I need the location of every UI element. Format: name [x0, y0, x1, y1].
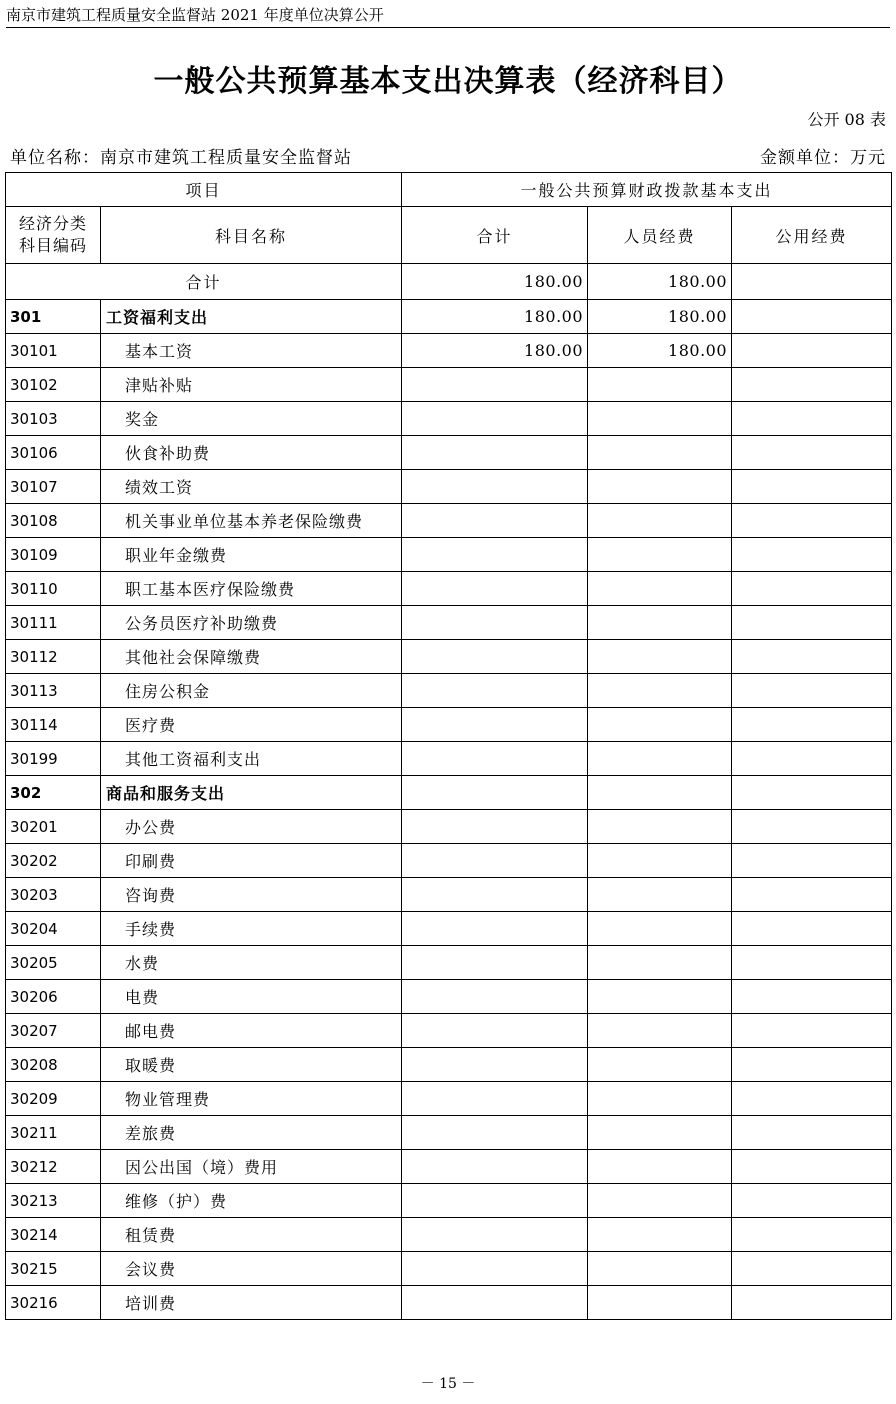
row-personnel: 180.00: [588, 334, 732, 368]
row-total: [402, 742, 588, 776]
row-public: [732, 1048, 892, 1082]
row-personnel: [588, 538, 732, 572]
header-row-2: [6, 207, 892, 264]
total-row: [6, 264, 892, 300]
page-title: 一般公共预算基本支出决算表（经济科目）: [153, 64, 743, 99]
row-total: [402, 402, 588, 436]
row-code: 301: [6, 300, 101, 334]
row-public: [732, 1218, 892, 1252]
row-personnel: [588, 776, 732, 810]
total-header: 合计: [402, 207, 588, 264]
row-name: 机关事业单位基本养老保险缴费: [101, 504, 402, 538]
row-personnel: [588, 368, 732, 402]
row-public: [732, 1116, 892, 1150]
group-header: 一般公共预算财政拨款基本支出: [402, 173, 892, 207]
row-code: 30205: [6, 946, 101, 980]
name-header: 科目名称: [101, 207, 402, 264]
row-public: [732, 946, 892, 980]
row-name: 津贴补贴: [101, 368, 402, 402]
row-code: 30204: [6, 912, 101, 946]
row-code: 30103: [6, 402, 101, 436]
table-row: [6, 1048, 892, 1082]
row-total: [402, 776, 588, 810]
row-public: [732, 1252, 892, 1286]
row-public: [732, 402, 892, 436]
row-public: [732, 878, 892, 912]
table-row: [6, 572, 892, 606]
row-code: 30110: [6, 572, 101, 606]
row-total: 180.00: [402, 334, 588, 368]
row-personnel: [588, 980, 732, 1014]
row-public: [732, 810, 892, 844]
row-personnel: [588, 1286, 732, 1320]
table-row: [6, 1082, 892, 1116]
row-name: 手续费: [101, 912, 402, 946]
total-label: 合计: [6, 264, 402, 300]
row-public: [732, 300, 892, 334]
row-personnel: [588, 606, 732, 640]
row-public: [732, 436, 892, 470]
row-personnel: [588, 674, 732, 708]
row-total: [402, 912, 588, 946]
row-code: 30112: [6, 640, 101, 674]
table-row: [6, 1252, 892, 1286]
table-row: [6, 334, 892, 368]
row-personnel: [588, 1116, 732, 1150]
row-total: [402, 470, 588, 504]
row-code: 30114: [6, 708, 101, 742]
row-code: 30207: [6, 1014, 101, 1048]
row-name: 商品和服务支出: [101, 776, 402, 810]
row-public: [732, 844, 892, 878]
row-name: 职业年金缴费: [101, 538, 402, 572]
row-total: [402, 1014, 588, 1048]
row-public: [732, 504, 892, 538]
table-row: [6, 844, 892, 878]
table-row: [6, 1184, 892, 1218]
row-personnel: [588, 1150, 732, 1184]
row-total: [402, 436, 588, 470]
code-header: [6, 207, 101, 264]
table-row: [6, 640, 892, 674]
row-personnel: [588, 470, 732, 504]
form-number: 公开 08 表: [807, 110, 886, 129]
row-public: [732, 572, 892, 606]
row-total: [402, 810, 588, 844]
row-personnel: [588, 436, 732, 470]
row-public: [732, 1082, 892, 1116]
row-total: [402, 504, 588, 538]
row-total: [402, 1150, 588, 1184]
row-code: 30216: [6, 1286, 101, 1320]
row-public: [732, 674, 892, 708]
amount-unit: 金额单位：万元: [760, 148, 886, 168]
row-code: 302: [6, 776, 101, 810]
table-row: [6, 436, 892, 470]
row-total: [402, 572, 588, 606]
row-code: 30106: [6, 436, 101, 470]
row-total: [402, 1252, 588, 1286]
row-personnel: [588, 742, 732, 776]
row-personnel: [588, 1252, 732, 1286]
row-name: 公务员医疗补助缴费: [101, 606, 402, 640]
row-code: 30109: [6, 538, 101, 572]
table-row: [6, 1218, 892, 1252]
row-public: [732, 606, 892, 640]
row-name: 因公出国（境）费用: [101, 1150, 402, 1184]
row-name: 邮电费: [101, 1014, 402, 1048]
public-header: 公用经费: [732, 207, 892, 264]
row-public: [732, 912, 892, 946]
row-code: 30202: [6, 844, 101, 878]
row-public: [732, 1150, 892, 1184]
row-code: 30113: [6, 674, 101, 708]
table-row: [6, 742, 892, 776]
total-row-public: [732, 264, 892, 300]
row-code: 30111: [6, 606, 101, 640]
row-name: 水费: [101, 946, 402, 980]
row-code: 30211: [6, 1116, 101, 1150]
table-row: [6, 368, 892, 402]
row-code: 30208: [6, 1048, 101, 1082]
row-personnel: [588, 810, 732, 844]
table-row: [6, 878, 892, 912]
row-name: 租赁费: [101, 1218, 402, 1252]
row-public: [732, 1286, 892, 1320]
table-row: [6, 402, 892, 436]
row-total: [402, 946, 588, 980]
row-code: 30107: [6, 470, 101, 504]
total-row-total: 180.00: [402, 264, 588, 300]
row-code: 30206: [6, 980, 101, 1014]
row-code: 30201: [6, 810, 101, 844]
row-personnel: [588, 878, 732, 912]
row-total: [402, 1286, 588, 1320]
table-row: [6, 1014, 892, 1048]
row-personnel: [588, 640, 732, 674]
row-total: [402, 1184, 588, 1218]
row-total: [402, 1048, 588, 1082]
row-public: [732, 538, 892, 572]
unit-name: 单位名称：南京市建筑工程质量安全监督站: [10, 148, 352, 168]
table-row: [6, 674, 892, 708]
table-row: [6, 1286, 892, 1320]
row-public: [732, 1014, 892, 1048]
row-public: [732, 776, 892, 810]
row-total: [402, 1218, 588, 1252]
row-name: 培训费: [101, 1286, 402, 1320]
row-name: 咨询费: [101, 878, 402, 912]
row-total: 180.00: [402, 300, 588, 334]
personnel-header: 人员经费: [588, 207, 732, 264]
row-personnel: [588, 1082, 732, 1116]
category-row: [6, 776, 892, 810]
row-public: [732, 334, 892, 368]
row-public: [732, 742, 892, 776]
row-name: 其他社会保障缴费: [101, 640, 402, 674]
table-row: [6, 1150, 892, 1184]
row-public: [732, 1184, 892, 1218]
row-total: [402, 1116, 588, 1150]
row-total: [402, 368, 588, 402]
row-total: [402, 878, 588, 912]
row-code: 30102: [6, 368, 101, 402]
category-row: [6, 300, 892, 334]
row-code: 30214: [6, 1218, 101, 1252]
row-name: 电费: [101, 980, 402, 1014]
table-row: [6, 538, 892, 572]
row-name: 工资福利支出: [101, 300, 402, 334]
row-personnel: [588, 844, 732, 878]
running-header: 南京市建筑工程质量安全监督站 2021 年度单位决算公开: [6, 3, 890, 28]
row-public: [732, 708, 892, 742]
row-personnel: [588, 946, 732, 980]
row-name: 奖金: [101, 402, 402, 436]
row-total: [402, 640, 588, 674]
row-public: [732, 368, 892, 402]
row-name: 维修（护）费: [101, 1184, 402, 1218]
table-row: [6, 912, 892, 946]
row-code: 30203: [6, 878, 101, 912]
row-personnel: [588, 1218, 732, 1252]
row-personnel: [588, 402, 732, 436]
row-public: [732, 470, 892, 504]
row-name: 其他工资福利支出: [101, 742, 402, 776]
row-personnel: [588, 504, 732, 538]
code-header-line1: 经济分类: [18, 214, 87, 233]
row-name: 会议费: [101, 1252, 402, 1286]
row-personnel: [588, 708, 732, 742]
row-public: [732, 980, 892, 1014]
row-code: 30212: [6, 1150, 101, 1184]
row-name: 印刷费: [101, 844, 402, 878]
table-row: [6, 980, 892, 1014]
row-public: [732, 640, 892, 674]
table-row: [6, 606, 892, 640]
table-row: [6, 946, 892, 980]
table-row: [6, 504, 892, 538]
total-row-personnel: 180.00: [588, 264, 732, 300]
row-name: 职工基本医疗保险缴费: [101, 572, 402, 606]
row-code: 30213: [6, 1184, 101, 1218]
row-total: [402, 606, 588, 640]
row-name: 医疗费: [101, 708, 402, 742]
row-personnel: [588, 1014, 732, 1048]
row-name: 取暖费: [101, 1048, 402, 1082]
row-code: 30108: [6, 504, 101, 538]
code-header-line2: 科目编码: [18, 236, 87, 255]
row-code: 30199: [6, 742, 101, 776]
row-total: [402, 980, 588, 1014]
row-total: [402, 708, 588, 742]
table-row: [6, 1116, 892, 1150]
row-total: [402, 538, 588, 572]
row-total: [402, 844, 588, 878]
row-code: 30209: [6, 1082, 101, 1116]
table-row: [6, 708, 892, 742]
table-row: [6, 470, 892, 504]
row-code: 30101: [6, 334, 101, 368]
row-total: [402, 1082, 588, 1116]
row-name: 住房公积金: [101, 674, 402, 708]
row-name: 物业管理费: [101, 1082, 402, 1116]
table-row: [6, 810, 892, 844]
row-name: 基本工资: [101, 334, 402, 368]
row-name: 绩效工资: [101, 470, 402, 504]
row-personnel: [588, 1048, 732, 1082]
row-name: 办公费: [101, 810, 402, 844]
row-personnel: [588, 912, 732, 946]
page-number: － 15 －: [420, 1376, 476, 1392]
expenditure-table: [5, 172, 892, 1320]
row-personnel: [588, 572, 732, 606]
row-name: 差旅费: [101, 1116, 402, 1150]
row-name: 伙食补助费: [101, 436, 402, 470]
header-row-1: [6, 173, 892, 207]
project-header: 项目: [6, 173, 402, 207]
row-personnel: 180.00: [588, 300, 732, 334]
row-personnel: [588, 1184, 732, 1218]
row-total: [402, 674, 588, 708]
row-code: 30215: [6, 1252, 101, 1286]
